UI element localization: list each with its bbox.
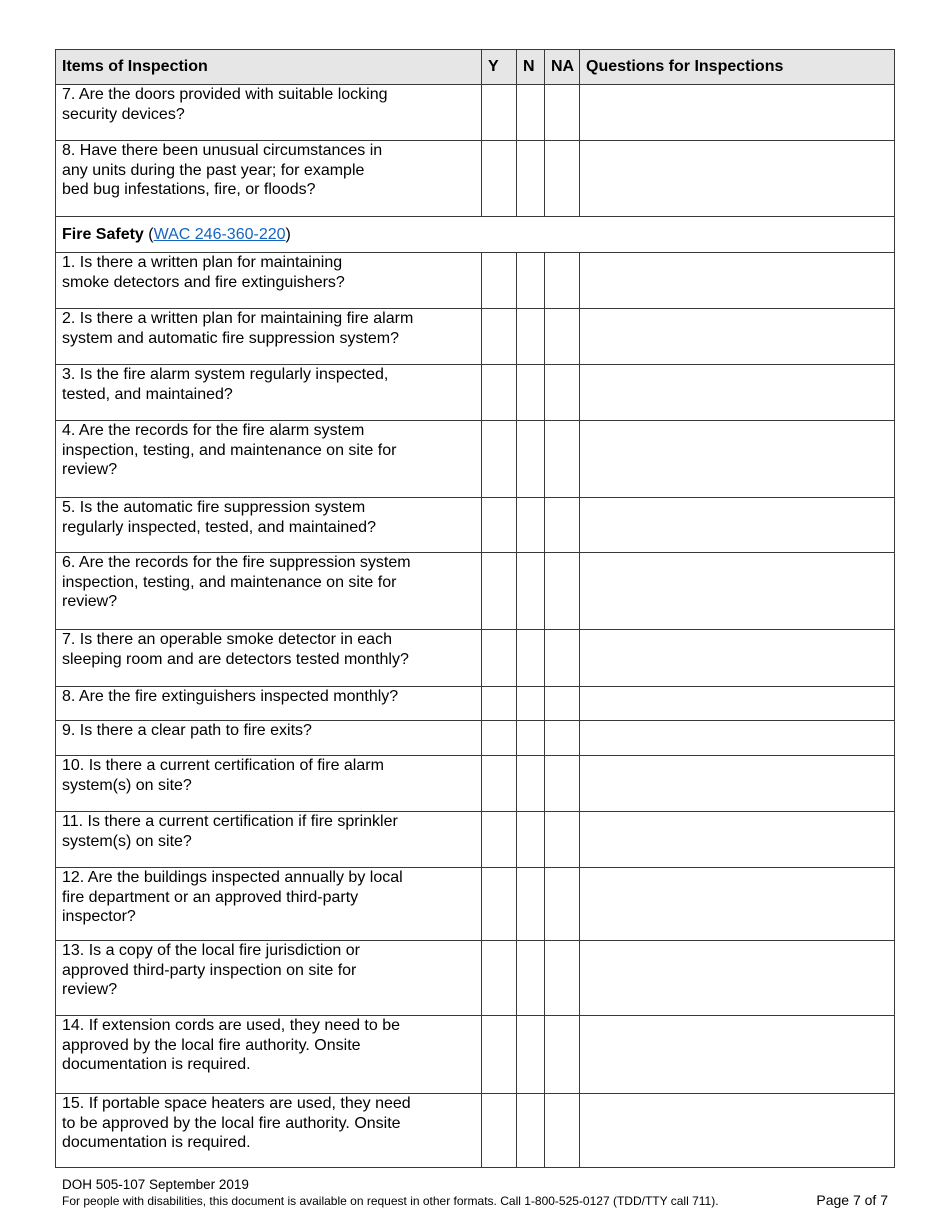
table-row: [56, 365, 895, 421]
item-line: 10. Is there a current certification of fire alarm: [62, 757, 384, 774]
item-line: regularly inspected, tested, and maintained?: [62, 518, 376, 536]
na-cell[interactable]: [545, 553, 580, 630]
table-row: [56, 721, 895, 756]
yes-cell[interactable]: [482, 1094, 517, 1168]
item-line: 3. Is the fire alarm system regularly inspected,: [62, 366, 389, 383]
table-row: [56, 1094, 895, 1168]
item-line: 8. Are the fire extinguishers inspected monthly?: [62, 688, 399, 705]
item-line: review?: [62, 461, 118, 478]
item-line: 7. Is there an operable smoke detector in each: [62, 631, 392, 648]
na-cell[interactable]: [545, 941, 580, 1016]
item-line: fire department or an approved third-party: [62, 888, 359, 906]
yes-cell[interactable]: [482, 253, 517, 309]
item-line: inspector?: [62, 908, 136, 925]
item-line: 1. Is there a written plan for maintaining: [62, 254, 343, 271]
yes-cell[interactable]: [482, 812, 517, 868]
na-cell[interactable]: [545, 721, 580, 756]
header-items-of-inspection: Items of Inspection: [56, 50, 482, 85]
questions-cell[interactable]: [580, 85, 895, 141]
accessibility-note: For people with disabilities, this document is available on request in other formats. Call 1-800-525-0127 (TDD/TTY call 711).: [62, 1194, 719, 1208]
item-line: 4. Are the records for the fire alarm system: [62, 422, 365, 439]
inspection-item: [56, 309, 482, 365]
questions-cell[interactable]: [580, 141, 895, 217]
item-line: tested, and maintained?: [62, 385, 233, 403]
yes-cell[interactable]: [482, 309, 517, 365]
item-line: smoke detectors and fire extinguishers?: [62, 273, 345, 291]
no-cell[interactable]: [517, 812, 545, 868]
item-line: 9. Is there a clear path to fire exits?: [62, 722, 312, 739]
na-cell[interactable]: [545, 868, 580, 941]
questions-cell[interactable]: [580, 812, 895, 868]
yes-cell[interactable]: [482, 941, 517, 1016]
no-cell[interactable]: [517, 421, 545, 498]
yes-cell[interactable]: [482, 421, 517, 498]
item-line: documentation is required.: [62, 1056, 251, 1073]
no-cell[interactable]: [517, 85, 545, 141]
yes-cell[interactable]: [482, 498, 517, 553]
yes-cell[interactable]: [482, 85, 517, 141]
item-line: system(s) on site?: [62, 776, 192, 794]
item-line: 13. Is a copy of the local fire jurisdiction or: [62, 942, 360, 959]
na-cell[interactable]: [545, 365, 580, 421]
na-cell[interactable]: [545, 253, 580, 309]
questions-cell[interactable]: [580, 687, 895, 721]
inspection-item: [56, 1016, 482, 1094]
questions-cell[interactable]: [580, 421, 895, 498]
no-cell[interactable]: [517, 1094, 545, 1168]
table-row: [56, 868, 895, 941]
header-no: N: [517, 50, 545, 85]
questions-cell[interactable]: [580, 630, 895, 687]
item-line: 8. Have there been unusual circumstances in: [62, 142, 383, 159]
yes-cell[interactable]: [482, 553, 517, 630]
wac-regulation-link[interactable]: WAC 246-360-220: [153, 226, 286, 243]
no-cell[interactable]: [517, 721, 545, 756]
table-row: [56, 309, 895, 365]
item-line: inspection, testing, and maintenance on site for: [62, 573, 397, 591]
no-cell[interactable]: [517, 498, 545, 553]
table-row: [56, 630, 895, 687]
questions-cell[interactable]: [580, 498, 895, 553]
no-cell[interactable]: [517, 253, 545, 309]
section-title: Fire Safety: [62, 226, 144, 243]
inspection-item: [56, 498, 482, 553]
no-cell[interactable]: [517, 868, 545, 941]
inspection-item: [56, 421, 482, 498]
item-line: to be approved by the local fire authority. Onsite: [62, 1114, 401, 1132]
no-cell[interactable]: [517, 309, 545, 365]
table-row: [56, 553, 895, 630]
item-line: approved by the local fire authority. Onsite: [62, 1036, 361, 1054]
no-cell[interactable]: [517, 756, 545, 812]
table-header-row: [56, 50, 895, 85]
na-cell[interactable]: [545, 756, 580, 812]
item-line: review?: [62, 593, 118, 610]
inspection-item: [56, 553, 482, 630]
inspection-item: [56, 941, 482, 1016]
table-row: [56, 687, 895, 721]
section-heading: [56, 217, 895, 253]
questions-cell[interactable]: [580, 941, 895, 1016]
page-footer: [62, 1177, 892, 1209]
inspection-item: [56, 868, 482, 941]
yes-cell[interactable]: [482, 365, 517, 421]
na-cell[interactable]: [545, 1094, 580, 1168]
item-line: 5. Is the automatic fire suppression system: [62, 499, 366, 516]
table-row: [56, 812, 895, 868]
close-paren: ): [285, 226, 291, 243]
na-cell[interactable]: [545, 141, 580, 217]
na-cell[interactable]: [545, 309, 580, 365]
item-line: 2. Is there a written plan for maintaining fire alarm: [62, 310, 414, 327]
item-line: 12. Are the buildings inspected annually by local: [62, 869, 403, 886]
yes-cell[interactable]: [482, 630, 517, 687]
inspection-item: [56, 253, 482, 309]
na-cell[interactable]: [545, 630, 580, 687]
yes-cell[interactable]: [482, 687, 517, 721]
item-line: 14. If extension cords are used, they need to be: [62, 1017, 400, 1034]
item-line: 11. Is there a current certification if fire sprinkler: [62, 813, 398, 830]
header-not-applicable: NA: [545, 50, 580, 85]
na-cell[interactable]: [545, 687, 580, 721]
item-line: security devices?: [62, 105, 185, 123]
questions-cell[interactable]: [580, 309, 895, 365]
questions-cell[interactable]: [580, 365, 895, 421]
table-row: [56, 85, 895, 141]
section-row-fire-safety: [56, 217, 895, 253]
no-cell[interactable]: [517, 941, 545, 1016]
item-line: 6. Are the records for the fire suppression system: [62, 554, 411, 571]
item-line: sleeping room and are detectors tested monthly?: [62, 650, 409, 668]
yes-cell[interactable]: [482, 141, 517, 217]
no-cell[interactable]: [517, 630, 545, 687]
open-paren: (: [143, 226, 154, 243]
na-cell[interactable]: [545, 498, 580, 553]
inspection-item: [56, 756, 482, 812]
questions-cell[interactable]: [580, 253, 895, 309]
yes-cell[interactable]: [482, 756, 517, 812]
no-cell[interactable]: [517, 141, 545, 217]
inspection-item: [56, 141, 482, 217]
questions-cell[interactable]: [580, 721, 895, 756]
table-row: [56, 421, 895, 498]
header-yes: Y: [482, 50, 517, 85]
table-row: [56, 1016, 895, 1094]
inspection-table: [55, 49, 895, 1168]
questions-cell[interactable]: [580, 1094, 895, 1168]
yes-cell[interactable]: [482, 868, 517, 941]
yes-cell[interactable]: [482, 721, 517, 756]
item-line: any units during the past year; for example: [62, 161, 365, 179]
inspection-checklist-page: [55, 49, 894, 1168]
na-cell[interactable]: [545, 421, 580, 498]
no-cell[interactable]: [517, 553, 545, 630]
questions-cell[interactable]: [580, 756, 895, 812]
table-row: [56, 941, 895, 1016]
item-line: system and automatic fire suppression system?: [62, 329, 400, 347]
na-cell[interactable]: [545, 1016, 580, 1094]
questions-cell[interactable]: [580, 553, 895, 630]
item-line: approved third-party inspection on site for: [62, 961, 357, 979]
table-row: [56, 756, 895, 812]
inspection-item: [56, 1094, 482, 1168]
inspection-item: [56, 812, 482, 868]
questions-cell[interactable]: [580, 868, 895, 941]
no-cell[interactable]: [517, 1016, 545, 1094]
na-cell[interactable]: [545, 812, 580, 868]
item-line: 15. If portable space heaters are used, they need: [62, 1095, 411, 1112]
item-line: documentation is required.: [62, 1134, 251, 1151]
inspection-item: [56, 365, 482, 421]
inspection-item: [56, 630, 482, 687]
table-row: [56, 141, 895, 217]
header-questions-for-inspections: Questions for Inspections: [580, 50, 895, 85]
inspection-item: [56, 687, 482, 721]
na-cell[interactable]: [545, 85, 580, 141]
questions-cell[interactable]: [580, 1016, 895, 1094]
item-line: bed bug infestations, fire, or floods?: [62, 181, 316, 198]
item-line: system(s) on site?: [62, 832, 192, 850]
inspection-item: [56, 85, 482, 141]
no-cell[interactable]: [517, 687, 545, 721]
inspection-item: [56, 721, 482, 756]
item-line: review?: [62, 981, 118, 998]
item-line: 7. Are the doors provided with suitable locking: [62, 86, 388, 103]
table-row: [56, 498, 895, 553]
item-line: inspection, testing, and maintenance on site for: [62, 441, 397, 459]
yes-cell[interactable]: [482, 1016, 517, 1094]
form-code: DOH 505-107 September 2019: [62, 1177, 249, 1192]
table-row: [56, 253, 895, 309]
page-number: Page 7 of 7: [816, 1192, 888, 1208]
no-cell[interactable]: [517, 365, 545, 421]
